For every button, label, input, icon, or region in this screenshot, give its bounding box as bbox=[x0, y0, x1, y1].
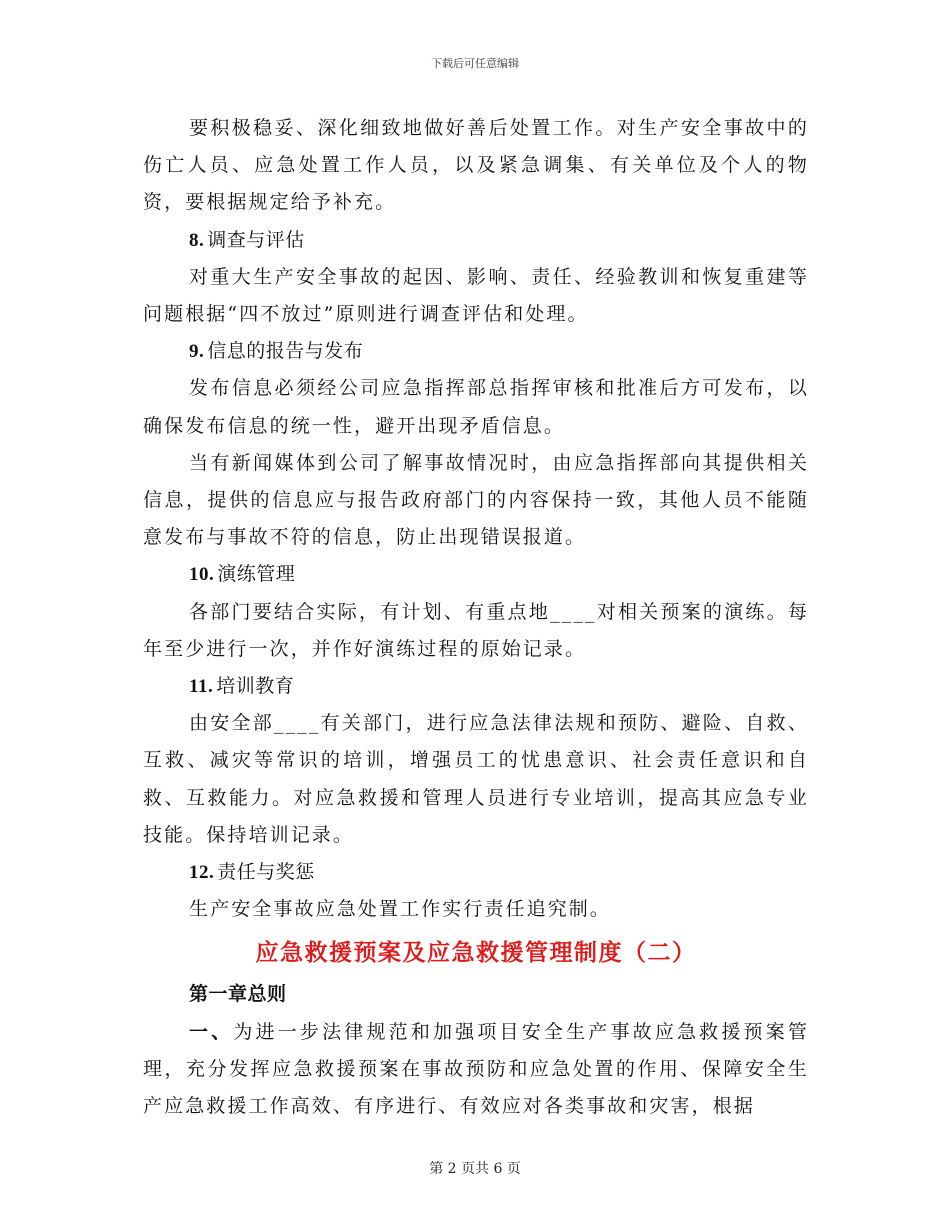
paragraph-media: 当有新闻媒体到公司了解事故情况时，由应急指挥部向其提供相关信息，提供的信息应与报告政府部门的内容保持一致，其他人员不能随意发布与事故不符的信息，防止出现错误报道。 bbox=[143, 451, 809, 549]
heading-information bbox=[143, 333, 809, 370]
heading-drill bbox=[143, 556, 809, 593]
heading-responsibility bbox=[143, 854, 809, 891]
heading-training bbox=[143, 668, 809, 705]
paragraph-investigation: 对重大生产安全事故的起因、影响、责任、经验教训和恢复重建等问题根据“四不放过”原则进行调查评估和处理。 bbox=[143, 265, 809, 326]
document-body bbox=[143, 110, 809, 1125]
paragraph-aftermath: 要积极稳妥、深化细致地做好善后处置工作。对生产安全事故中的伤亡人员、应急处置工作人员，以及紧急调集、有关单位及个人的物资，要根据规定给予补充。 bbox=[143, 117, 809, 214]
heading-text: 培训教育 bbox=[216, 675, 295, 698]
clause-number: 一、 bbox=[189, 1020, 234, 1043]
heading-text: 调查与评估 bbox=[207, 228, 305, 251]
heading-number: 8. bbox=[189, 229, 205, 251]
chapter-heading: 第一章总则 bbox=[189, 983, 287, 1006]
section-title: 应急救援预案及应急救援管理制度（二） bbox=[255, 939, 697, 967]
heading-number: 9. bbox=[189, 341, 205, 363]
heading-number: 12. bbox=[189, 862, 215, 884]
paragraph-responsibility: 生产安全事故应急处置工作实行责任追究制。 bbox=[189, 898, 612, 921]
page-header: 下载后可任意编辑 bbox=[431, 57, 519, 70]
clause-text: 为进一步法律规范和加强项目安全生产事故应急救援预案管理，充分发挥应急救援预案在事故预防和应急处置的作用、保障安全生产应急救援工作高效、有序进行、有效应对各类事故和灾害，根据 bbox=[143, 1020, 810, 1118]
heading-number: 11. bbox=[189, 676, 214, 698]
paragraph-drill: 各部门要结合实际，有计划、有重点地____对相关预案的演练。每年至少进行一次，并作好演练过程的原始记录。 bbox=[143, 600, 809, 660]
heading-text: 责任与奖惩 bbox=[217, 861, 315, 884]
paragraph-information-release: 发布信息必须经公司应急指挥部总指挥审核和批准后方可发布，以确保发布信息的统一性，避开出现矛盾信息。 bbox=[143, 377, 809, 437]
paragraph-training: 由安全部____有关部门，进行应急法律法规和预防、避险、自救、互救、减灾等常识的培训，增强员工的忧患意识、社会责任意识和自救、互救能力。对应急救援和管理人员进行专业培训，提高其应急专业技能。保持培训记录。 bbox=[143, 712, 809, 846]
paragraph-general-purpose bbox=[143, 1014, 809, 1126]
heading-investigation bbox=[143, 222, 809, 259]
page-footer: 第 2 页共 6 页 bbox=[429, 1161, 521, 1177]
heading-text: 演练管理 bbox=[217, 563, 296, 586]
heading-text: 信息的报告与发布 bbox=[207, 340, 364, 363]
heading-number: 10. bbox=[189, 564, 215, 586]
